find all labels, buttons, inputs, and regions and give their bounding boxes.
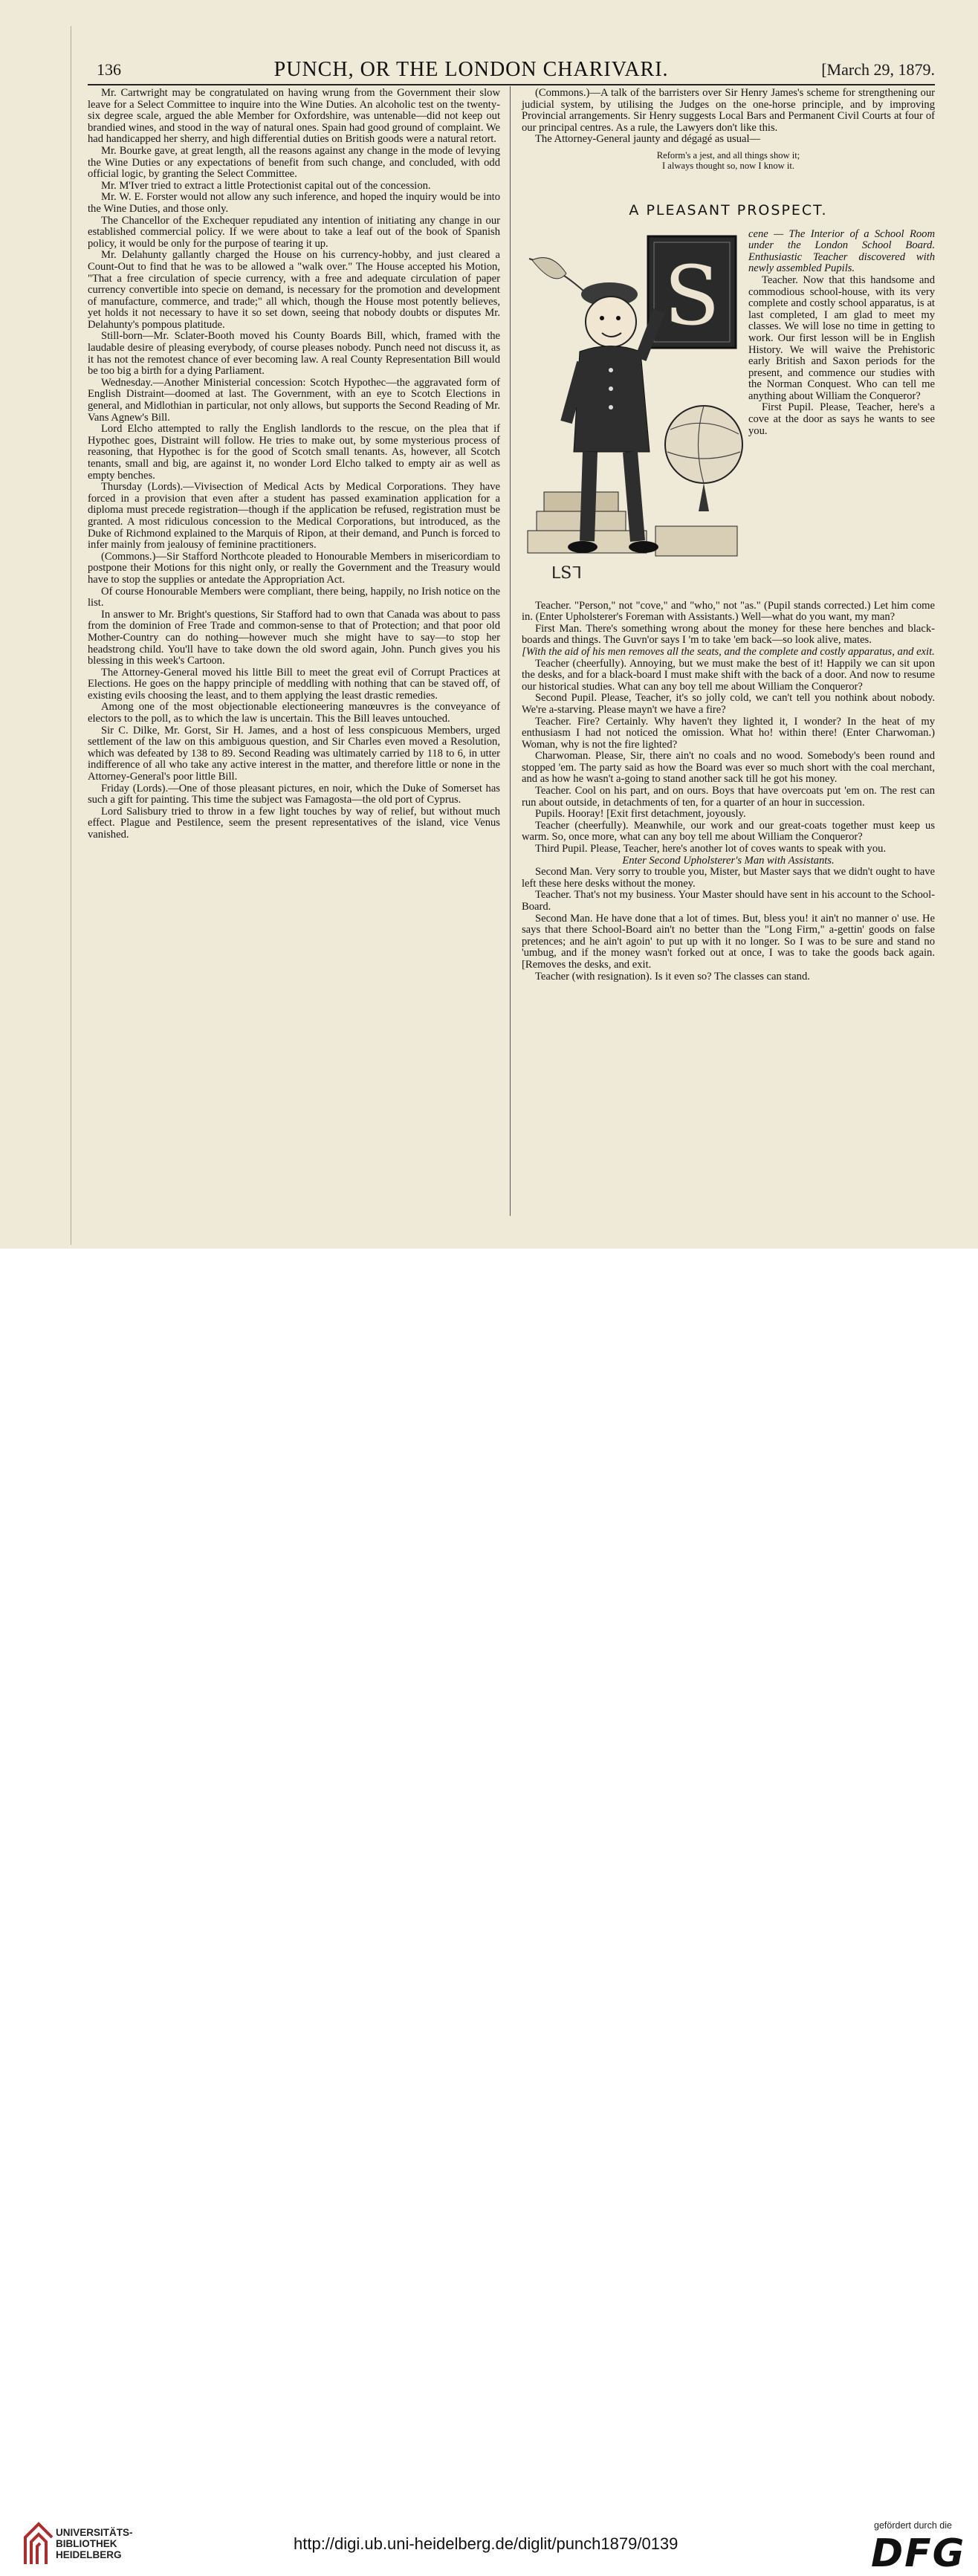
cartoon-illustration: [522, 229, 748, 590]
paragraph: The Attorney-General moved his little Bill to meet the great evil of Corrupt Practices at Elections. He goes on the happy principle of meddling with nothing that can be staved off, of existing evils choosing the least, and to them applying the least drastic remedies.: [88, 666, 500, 702]
paragraph: In answer to Mr. Bright's questions, Sir Stafford had to own that Canada was about to pass from the dominion of Free Trade and common-sense to that of Protection; and that poor old Mother-Country can do nothing—however much she might have to say—to stop her headstrong child. You'll have to take down the old sword again, John. Punch gives you his blessing in this week's Cartoon.: [88, 608, 500, 667]
dialogue-paragraph: Teacher. Fire? Certainly. Why haven't they lighted it, I wonder? In the heat of my enthusiasm I had not noticed the omission. What ho! within there! (Enter Charwoman.) Woman, why is not the fire lighted?: [522, 715, 935, 751]
left-column: [88, 88, 500, 841]
paragraph: Lord Elcho attempted to rally the English landlords to the rescue, on the plea that if Hypothec goes, Distraint will follow. He tries to make out, by some mysterious process of reasoning, that Hypothec is for the good of Scotch small tenants. As, however, all Scotch tenants, small and big, are against it, no wonder Lord Elcho talked to empty air as well as empty benches.: [88, 423, 500, 482]
dialogue-paragraph: Third Pupil. Please, Teacher, here's another lot of coves wants to speak with you.: [535, 843, 887, 855]
stage-direction: Enter Second Upholsterer's Man with Assistants.: [622, 854, 835, 867]
scene-paragraph: Teacher. Now that this handsome and commodious school-house, with its very complete and costly school apparatus, is at last completed, I am glad to meet my classes. We will lose no time in getting to work. Our first lesson will be in English History. We will waive the Prehistoric early British and Saxon periods for the present, and commence our studies with the Norman Conquest. Who can tell me anything about William the Conqueror?: [748, 274, 935, 402]
paragraph: (Commons.)—A talk of the barristers over Sir Henry James's scheme for strengthening our judicial system, by utilising the Judges on the one-horse principle, and by improving Provincial arrangements. Sir Henry suggests Local Bars and Permanent Civil Courts at four of our principal centres. As a rule, the Lawyers don't like this.: [522, 87, 935, 134]
library-line: BIBLIOTHEK: [56, 2538, 117, 2549]
dialogue-paragraph: Teacher (cheerfully). Meanwhile, our work and our great-coats together must keep us warm. So, once more, what can any boy tell me about William the Conqueror?: [522, 819, 935, 844]
dialogue-paragraph: Teacher (with resignation). Is it even so? The classes can stand.: [535, 970, 810, 983]
verse-line: Reform's a jest, and all things show it;: [656, 149, 800, 161]
permalink-url[interactable]: http://digi.ub.uni-heidelberg.de/diglit/punch1879/0139: [294, 2534, 679, 2553]
dialogue-paragraph: Second Pupil. Please, Teacher, it's so jolly cold, we can't tell you nothink about nobody. We're a-starving. Please mayn't we have a fire?: [522, 692, 935, 716]
scanned-page: [0, 0, 978, 1249]
paragraph: Mr. Cartwright may be congratulated on having wrung from the Government their slow leave for a Select Committee to inquire into the Wine Duties. An alcoholic test on the twenty-six degree scale, argued the able Member for Oxfordshire, was untenable—did not keep out brandied wines, and stood in the way of natural ones. Spain had good ground of complaint. We had handicapped her sherry, and high differential duties on British goods were a natural retort.: [88, 87, 500, 146]
column-divider: [510, 86, 511, 1216]
paragraph: Lord Salisbury tried to throw in a few light touches by way of relief, but without much effect. Plague and Pestilence, seem the present representatives of the island, vice Venus vanished.: [88, 805, 500, 841]
dialogue-paragraph: Teacher (cheerfully). Annoying, but we must make the best of it! Happily we can sit upon the desks, and for a black-board I must make shift with the back of a door. And now to resume our historical studies. What can any boy tell me about William the Conqueror?: [522, 657, 935, 693]
svg-text:ᒪSᒣ: ᒪSᒣ: [551, 563, 582, 583]
paragraph: Among one of the most objectionable electioneering manœuvres is the conveyance of electors to the poll, as to which the law is uncertain. This the Bill leaves untouched.: [88, 701, 500, 725]
article-headline: A PLEASANT PROSPECT.: [629, 201, 828, 219]
issue-date: [March 29, 1879.: [821, 60, 935, 79]
library-line: HEIDELBERG: [56, 2549, 122, 2560]
paragraph: Wednesday.—Another Ministerial concession: Scotch Hypothec—the aggravated form of English Distraint—doomed at last. The Government, with an eye to Scotch Elections in general, and Midlothian in particular, not only allows, but supports the Second Reading of Mr. Vans Agnew's Bill.: [88, 376, 500, 424]
page-number: 136: [97, 60, 121, 79]
dialogue-paragraph: Second Man. He have done that a lot of times. But, bless you! it ain't no manner o' use. He says that there School-Board ain't no better than the "Long Firm," a-gettin' goods on false pretences; and he ain't agoin' to put up with it no longer. So I was to be sure and stand no 'umbug, and if the money wasn't forked out at once, I was to take the goods back again. [Removes the desks, and exit.: [522, 912, 935, 971]
dialogue-paragraph: Teacher. "Person," not "cove," and "who," not "as." (Pupil stands corrected.) Let him come in. (Enter Upholsterer's Foreman with Assistants.) Well—what do you want, my man?: [522, 599, 935, 624]
dialogue-paragraph: Pupils. Hooray! [Exit first detachment, joyously.: [535, 808, 746, 821]
library-line: UNIVERSITÄTS-: [56, 2527, 133, 2538]
scene-paragraph: First Pupil. Please, Teacher, here's a cove at the door as says he wants to see you.: [748, 401, 935, 437]
dialogue-paragraph: Charwoman. Please, Sir, there ain't no coals and no wood. Somebody's been round and stopped 'em. The party said as how the Board was ever so much short with the coal merchant, and as how he wasn't a-going to stand another sack till he got his money.: [522, 750, 935, 786]
paragraph: Thursday (Lords).—Vivisection of Medical Acts by Medical Corporations. They have forced in a provision that even after a student has passed examination application for a diploma must precede registration—though if the application be refused, registration must be granted. A most ridiculous concession to the Medical Corporations, but introduced, as the Duke of Richmond explained to the Marquis of Ripon, at their demand, and Punch is forced to infer mainly from jealousy of feminine practitioners.: [88, 481, 500, 551]
verse-line: I always thought so, now I know it.: [661, 160, 795, 171]
paragraph: Of course Honourable Members were compliant, there being, happily, no Irish notice on the list.: [88, 585, 500, 609]
journal-title: PUNCH, OR THE LONDON CHARIVARI.: [273, 58, 669, 81]
dialogue-paragraph: First Man. There's something wrong about the money for these here benches and black-boards and things. The Guvn'or says I 'm to take 'em back—so look alive, mates.: [522, 622, 935, 647]
right-column: [522, 88, 935, 983]
dfg-logo: DFG: [871, 2531, 966, 2576]
coat-shape: [574, 346, 650, 452]
globe-shape: [665, 406, 742, 483]
stage-direction: [With the aid of his men removes all the seats, and the complete and costly apparatus, and exit.: [522, 645, 935, 658]
paragraph: The Attorney-General jaunty and dégagé as usual—: [535, 133, 761, 146]
library-name: [56, 2527, 133, 2560]
dialogue-paragraph: Teacher. Cool on his part, and on ours. Boys that have overcoats put 'em on. The rest can run about outside, in detachments of ten, for a quarter of an hour in succession.: [522, 785, 935, 809]
article-opening: [522, 229, 935, 601]
verse-quote: [522, 150, 935, 171]
digitization-footer: [0, 1249, 978, 2576]
drop-cap: S: [664, 247, 720, 343]
paragraph: Mr. Bourke gave, at great length, all the reasons against any change in the mode of levying the Wine Duties or any expectations of benefit from such change, and concluded, with odd official logic, by granting the Select Committee.: [88, 144, 500, 181]
running-header: [97, 55, 935, 85]
sponsor-note: gefördert durch die: [874, 2520, 952, 2531]
dialogue-paragraph: Second Man. Very sorry to trouble you, Mister, but Master says that we didn't ought to have left these here desks without the money.: [522, 866, 935, 890]
paragraph: Mr. M'Iver tried to extract a little Protectionist capital out of the concession.: [101, 179, 431, 192]
scene-text: [748, 229, 935, 438]
paragraph: Friday (Lords).—One of those pleasant pictures, en noir, which the Duke of Somerset has such a gift for painting. This time the subject was Famagosta—the old port of Cyprus.: [88, 782, 500, 806]
dialogue-paragraph: Teacher. That's not my business. Your Master should have sent in his account to the School-Board.: [522, 889, 935, 913]
header-rule: [88, 84, 935, 85]
university-logo-icon: [21, 2521, 56, 2566]
paragraph: Mr. W. E. Forster would not allow any such inference, and hoped the inquiry would be into the Wine Duties, and those only.: [88, 191, 500, 215]
paragraph: (Commons.)—Sir Stafford Northcote pleaded to Honourable Members in misericordiam to postpone their Motions for this night only, or really the Government and the Treasury would have to stop the supplies or antedate the Appropriation Act.: [88, 550, 500, 586]
paragraph: Mr. Delahunty gallantly charged the House on his currency-hobby, and just cleared a Count-Out to find that he was to be allowed a "walk over." The House accepted his Motion, "That a free circulation of specie currency, with a free and adequate circulation of paper currency convertible into specie on demand, is necessary for the promotion and development of manufacture, commerce, and trade;" all which, though the House most potently believes, yet holds it not necessary to have it so set down, seeing that nobody doubts or disputes Mr. Delahunty's pompous platitude.: [88, 249, 500, 331]
paragraph: Still-born—Mr. Sclater-Booth moved his County Boards Bill, which, framed with the laudable desire of pleasing everybody, of course pleases nobody. Punch need not discuss it, as it has not the remotest chance of ever becoming law. A real County Representation Bill would be too big a birth for a dying Parliament.: [88, 330, 500, 378]
scene-paragraph: cene — The Interior of a School Room under the London School Board. Enthusiastic Teacher discovered with newly assembled Pupils.: [748, 227, 935, 275]
paragraph: Sir C. Dilke, Mr. Gorst, Sir H. James, and a host of less conspicuous Members, urged settlement of the law on this ambiguous question, and Sir Charles even moved a Resolution, which was defeated by 138 to 89. Second Reading was ultimately carried by 118 to 6, in utter indifference of all who take any active interest in the matter, and therefore little or none in the Attorney-General's poor little Bill.: [88, 724, 500, 783]
paragraph: The Chancellor of the Exchequer repudiated any intention of initiating any change in our established commercial policy. If we were about to take a leaf out of the book of Spanish policy, it would be only for the purpose of tearing it up.: [88, 214, 500, 250]
